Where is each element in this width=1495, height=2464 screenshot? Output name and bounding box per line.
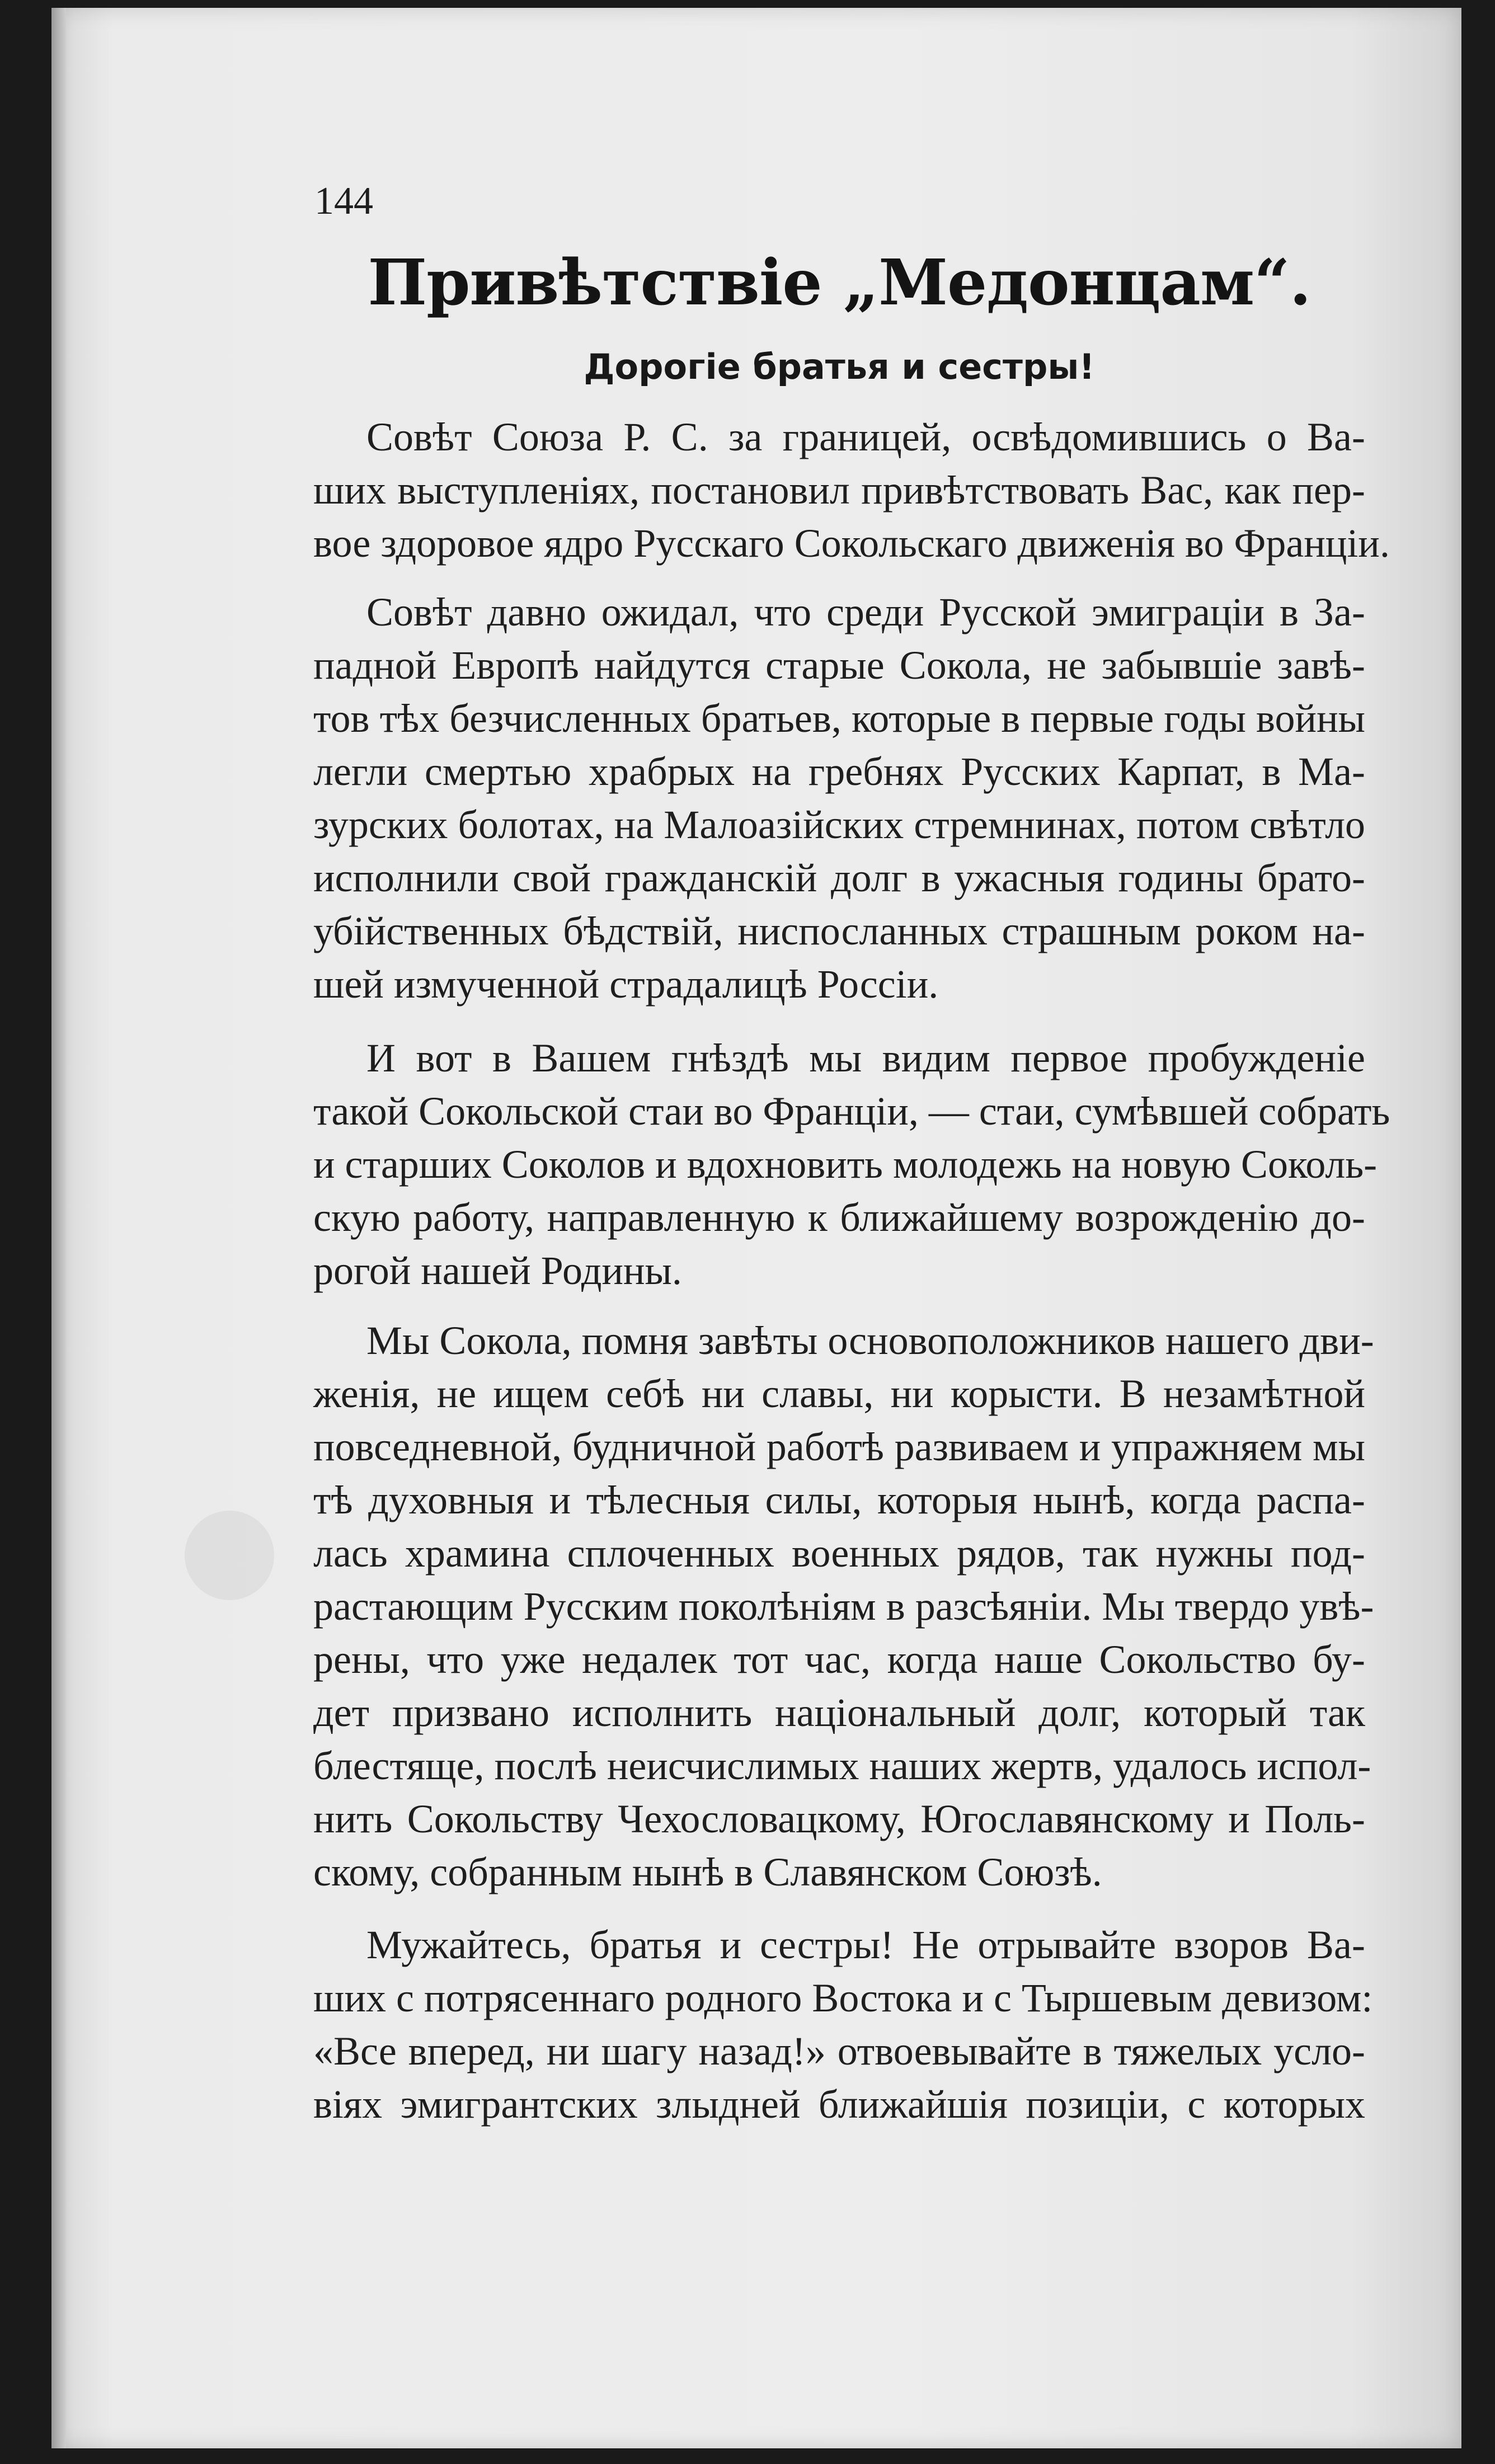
text-line: И вот в Вашем гнѣздѣ мы видим первое пробужденіе bbox=[366, 1036, 1365, 1080]
text-line: падной Европѣ найдутся старые Сокола, не забывшіе завѣ- bbox=[313, 643, 1365, 688]
paper-stain bbox=[185, 1511, 274, 1600]
text-line: такой Сокольской стаи во Франціи, — стаи, сумѣвшей собрать bbox=[313, 1089, 1390, 1134]
text-line: рены, что уже недалек тот час, когда наше Сокольство бу- bbox=[313, 1637, 1365, 1682]
text-line: зурских болотах, на Малоазійских стремнинах, потом свѣтло bbox=[313, 802, 1365, 847]
text-line: шей измученной страдалицѣ Россіи. bbox=[313, 962, 939, 1007]
text-line: женія, не ищем себѣ ни славы, ни корысти. В незамѣтной bbox=[313, 1371, 1365, 1416]
text-line: Мы Сокола, помня завѣты основоположников нашего дви- bbox=[366, 1318, 1374, 1363]
page-number: 144 bbox=[314, 180, 373, 223]
text-line: нить Сокольству Чехословацкому, Югославянскому и Поль- bbox=[313, 1797, 1365, 1841]
text-line: дет призвано исполнить національный долг, который так bbox=[313, 1690, 1365, 1735]
text-line: и старших Соколов и вдохновить молодежь на новую Соколь- bbox=[313, 1142, 1378, 1187]
text-line: растающим Русским поколѣніям в разсѣяніи. Мы твердо увѣ- bbox=[313, 1584, 1374, 1629]
text-line: Совѣт давно ожидал, что среди Русской эмиграціи в За- bbox=[366, 590, 1365, 634]
text-line: убійственных бѣдствій, ниспосланных страшным роком на- bbox=[313, 909, 1365, 953]
text-line: тѣ духовныя и тѣлесныя силы, которыя нынѣ, когда распа- bbox=[313, 1478, 1365, 1522]
text-line: рогой нашей Родины. bbox=[313, 1248, 682, 1293]
page-binding-edge bbox=[51, 8, 66, 2448]
text-line: Мужайтесь, братья и сестры! Не отрывайте взоров Ва- bbox=[366, 1922, 1365, 1967]
text-line: віях эмигрантских злыдней ближайшія позиціи, с которых bbox=[313, 2082, 1365, 2127]
page-title: Привѣтствіе „Медонцам“. bbox=[368, 246, 1311, 319]
text-line: исполнили свой гражданскій долг в ужасныя годины брато- bbox=[313, 855, 1365, 900]
text-line: блестяще, послѣ неисчислимых наших жертв, удалось испол- bbox=[313, 1743, 1371, 1788]
text-line: лась храмина сплоченных военных рядов, так нужны под- bbox=[313, 1531, 1365, 1576]
text-line: Совѣт Союза Р. С. за границей, освѣдомившись о Ва- bbox=[366, 415, 1365, 459]
text-line: «Все вперед, ни шагу назад!» отвоевывайте в тяжелых усло- bbox=[313, 2029, 1365, 2073]
text-line: скую работу, направленную к ближайшему возрожденію до- bbox=[313, 1195, 1365, 1240]
salutation: Дорогіе братья и сестры! bbox=[584, 346, 1095, 387]
text-line: легли смертью храбрых на гребнях Русских Карпат, в Ма- bbox=[313, 749, 1365, 794]
text-line: тов тѣх безчисленных братьев, которые в первые годы войны bbox=[313, 696, 1365, 741]
text-line: ших выступленіях, постановил привѣтствовать Вас, как пер- bbox=[313, 468, 1365, 512]
text-line: ших с потрясеннаго родного Востока и с Тыршевым девизом: bbox=[313, 1976, 1373, 2020]
text-line: вое здоровое ядро Русскаго Сокольскаго движенія во Франціи. bbox=[313, 521, 1390, 566]
text-line: повседневной, будничной работѣ развиваем и упражняем мы bbox=[313, 1424, 1365, 1469]
text-line: скому, собранным нынѣ в Славянском Союзѣ. bbox=[313, 1850, 1102, 1894]
